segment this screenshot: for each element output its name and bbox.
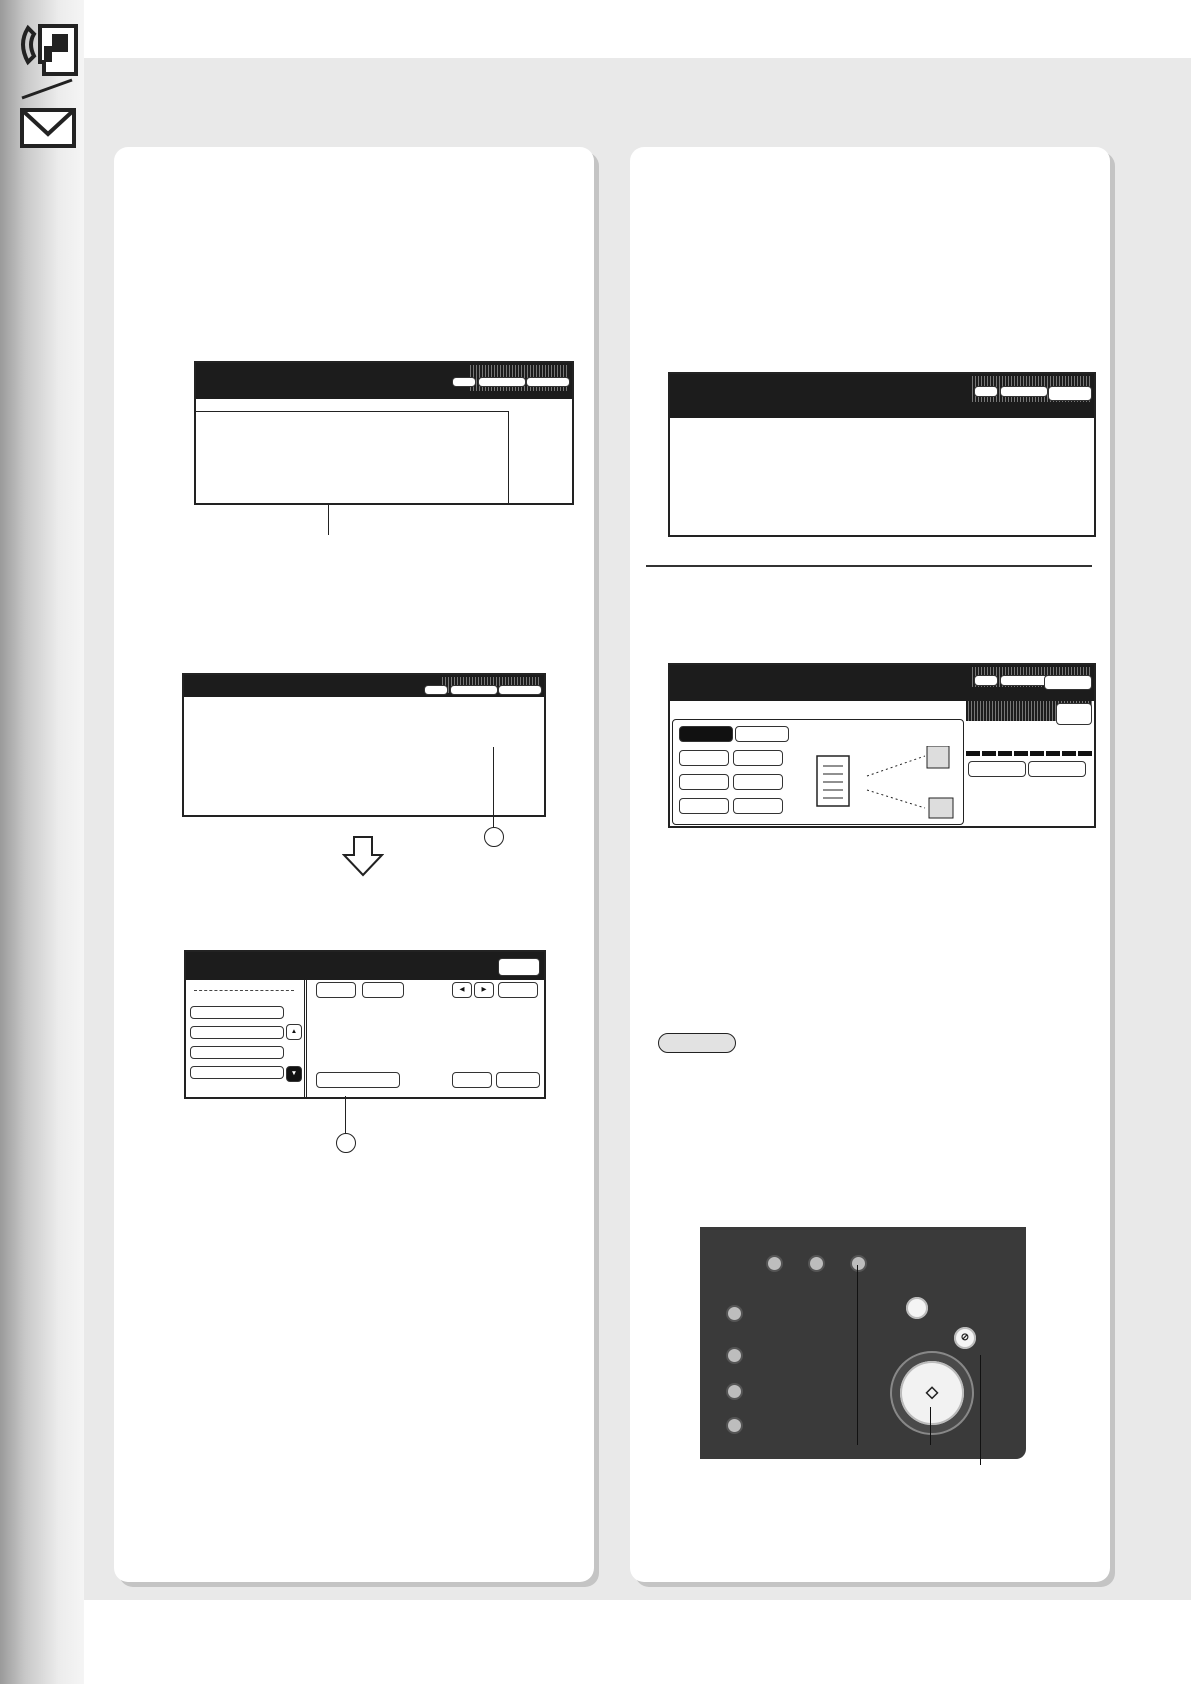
get-email-button[interactable] bbox=[679, 798, 729, 814]
domain-entry[interactable] bbox=[190, 1066, 284, 1079]
destination-grid-outline bbox=[195, 411, 509, 505]
caps-button[interactable] bbox=[316, 982, 356, 998]
mode-setting-button[interactable] bbox=[526, 377, 570, 387]
callout-line-stop bbox=[980, 1355, 981, 1465]
divider bbox=[646, 565, 1092, 567]
redial-button[interactable] bbox=[726, 1305, 743, 1322]
mode-setting-button[interactable] bbox=[498, 685, 542, 695]
monitor-button[interactable] bbox=[726, 1383, 743, 1400]
callout-line bbox=[345, 1096, 346, 1134]
darker-button[interactable] bbox=[1028, 761, 1086, 777]
address-book-button[interactable] bbox=[1044, 675, 1092, 690]
x-stamp-button[interactable] bbox=[733, 750, 783, 766]
start-button[interactable]: ◇ bbox=[900, 1361, 964, 1425]
callout-circle bbox=[336, 1133, 356, 1153]
comm-status-button[interactable] bbox=[733, 774, 783, 790]
control-panel-image bbox=[700, 1227, 1026, 1459]
basic-menu-screen bbox=[668, 663, 1096, 828]
file-type-name-button[interactable] bbox=[733, 798, 783, 814]
address-book-screen-2 bbox=[182, 673, 546, 817]
memory-button[interactable] bbox=[450, 685, 498, 695]
address-book-screen-1 bbox=[194, 361, 574, 505]
callout-circle bbox=[484, 827, 504, 847]
flash-button[interactable] bbox=[726, 1347, 743, 1364]
two-sided-original-button[interactable] bbox=[679, 750, 729, 766]
callout-line bbox=[328, 503, 329, 535]
address-book-screen-3 bbox=[668, 372, 1096, 537]
ok-button[interactable] bbox=[452, 1072, 492, 1088]
basic-menu-body bbox=[672, 719, 964, 825]
cursor-left-button[interactable]: ◀ bbox=[452, 982, 472, 998]
memory-button[interactable] bbox=[1000, 386, 1048, 397]
tiff-button[interactable] bbox=[974, 386, 998, 397]
tiff-button[interactable] bbox=[974, 675, 998, 686]
right-panel bbox=[630, 147, 1110, 1582]
set-button[interactable] bbox=[726, 1417, 743, 1434]
domain-list-title bbox=[194, 990, 294, 991]
left-panel bbox=[114, 147, 594, 1582]
cursor-right-button[interactable]: ▶ bbox=[474, 982, 494, 998]
memory-button[interactable] bbox=[1000, 675, 1048, 686]
direct-mode-button[interactable] bbox=[735, 726, 789, 742]
note-pill bbox=[658, 1033, 736, 1053]
keyboard-screen bbox=[184, 950, 546, 1099]
scroll-down-button[interactable]: ▼ bbox=[286, 1066, 302, 1082]
domain-entry[interactable] bbox=[190, 1026, 284, 1039]
memory-button[interactable] bbox=[478, 377, 526, 387]
backspace-button[interactable] bbox=[498, 982, 538, 998]
domain-list-pane bbox=[186, 980, 307, 1097]
down-arrow-icon bbox=[342, 835, 384, 877]
tiff-button[interactable] bbox=[452, 377, 476, 387]
stop-button[interactable]: ⊘ bbox=[954, 1327, 976, 1349]
dpi-600-button[interactable] bbox=[1056, 703, 1092, 725]
fax-transmission-illustration bbox=[813, 746, 963, 822]
start-button-ring bbox=[890, 1351, 974, 1435]
function-button[interactable] bbox=[808, 1255, 825, 1272]
callout-line-start bbox=[930, 1407, 931, 1445]
lighter-button[interactable] bbox=[968, 761, 1026, 777]
numeric-symbols-button[interactable] bbox=[362, 982, 404, 998]
domain-entry[interactable] bbox=[190, 1046, 284, 1059]
tiff-button[interactable] bbox=[424, 685, 448, 695]
clear-button[interactable] bbox=[906, 1297, 928, 1319]
contrast-bar bbox=[966, 751, 1092, 756]
add-to-local-db-button[interactable] bbox=[498, 958, 540, 976]
domain-entry[interactable] bbox=[190, 1006, 284, 1019]
callout-line bbox=[493, 747, 494, 827]
memory-mode-button[interactable] bbox=[679, 726, 733, 742]
fax-email-icon bbox=[14, 22, 84, 162]
cancel-button[interactable] bbox=[496, 1072, 540, 1088]
scroll-up-button[interactable]: ▲ bbox=[286, 1024, 302, 1040]
mode-setting-button[interactable] bbox=[1048, 386, 1092, 401]
callout-line-reset bbox=[857, 1265, 858, 1445]
reset-button[interactable] bbox=[850, 1255, 867, 1272]
interrupt-button[interactable] bbox=[766, 1255, 783, 1272]
space-button[interactable] bbox=[316, 1072, 400, 1088]
completion-notice-button[interactable] bbox=[679, 774, 729, 790]
page-sidebar bbox=[0, 0, 84, 1684]
